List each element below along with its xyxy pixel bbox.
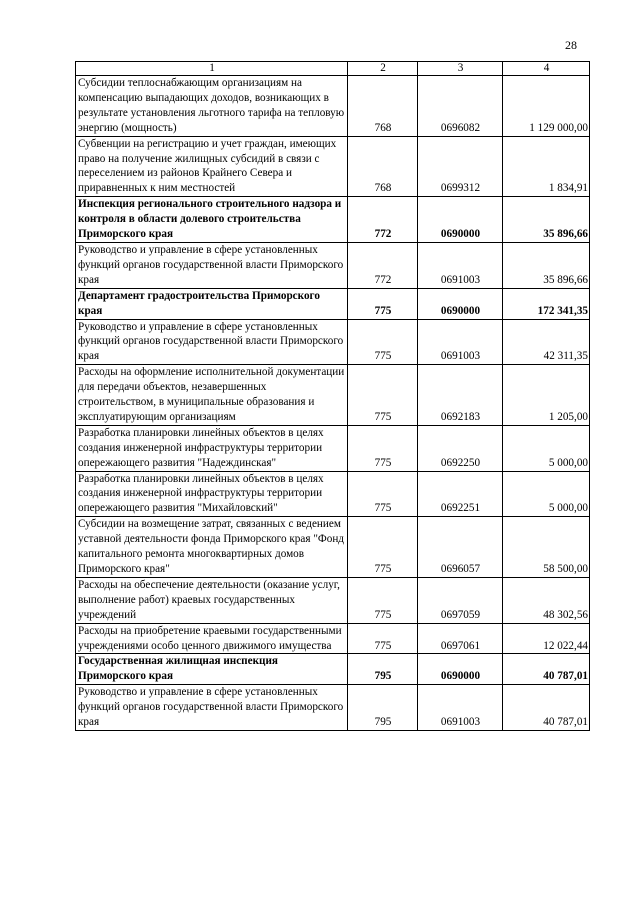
table-row (76, 685, 590, 731)
table-row (76, 654, 590, 685)
row-name-cell: Департамент градостроительства Приморского края (76, 288, 348, 319)
table-row (76, 76, 590, 137)
row-ministry-code-cell: 795 (348, 685, 418, 731)
table-row (76, 623, 590, 654)
table-row (76, 136, 590, 197)
table-row (76, 471, 590, 517)
row-target-code-cell: 0697061 (418, 623, 503, 654)
row-target-code-cell: 0697059 (418, 577, 503, 623)
table-row (76, 197, 590, 243)
row-ministry-code-cell: 775 (348, 288, 418, 319)
row-name-cell: Расходы на обеспечение деятельности (оказание услуг, выполнение работ) краевых государственных учреждений (76, 577, 348, 623)
row-ministry-code-cell: 768 (348, 76, 418, 137)
table-row (76, 242, 590, 288)
table-row (76, 365, 590, 426)
row-ministry-code-cell: 775 (348, 517, 418, 578)
row-name-cell: Субсидии теплоснабжающим организациям на компенсацию выпадающих доходов, возникающих в результате установления льготного тарифа на тепловую энергию (мощность) (76, 76, 348, 137)
row-name-cell: Разработка планировки линейных объектов в целях создания инженерной инфраструктуры территории опережающего развития "Надеждинская" (76, 425, 348, 471)
row-amount-cell: 35 896,66 (503, 242, 590, 288)
row-ministry-code-cell: 775 (348, 623, 418, 654)
row-target-code-cell: 0696057 (418, 517, 503, 578)
row-amount-cell: 35 896,66 (503, 197, 590, 243)
row-name-cell: Расходы на приобретение краевыми государственными учреждениями особо ценного движимого имущества (76, 623, 348, 654)
row-amount-cell: 12 022,44 (503, 623, 590, 654)
row-name-cell: Разработка планировки линейных объектов в целях создания инженерной инфраструктуры территории опережающего развития "Михайловский" (76, 471, 348, 517)
row-amount-cell: 1 205,00 (503, 365, 590, 426)
row-ministry-code-cell: 775 (348, 577, 418, 623)
row-target-code-cell: 0691003 (418, 242, 503, 288)
header-cell: 2 (348, 62, 418, 76)
table-row (76, 517, 590, 578)
row-amount-cell: 172 341,35 (503, 288, 590, 319)
table-row (76, 319, 590, 365)
row-amount-cell: 40 787,01 (503, 654, 590, 685)
table-row (76, 288, 590, 319)
row-name-cell: Государственная жилищная инспекция Приморского края (76, 654, 348, 685)
row-ministry-code-cell: 772 (348, 242, 418, 288)
row-name-cell: Инспекция регионального строительного надзора и контроля в области долевого строительства Приморского края (76, 197, 348, 243)
row-name-cell: Руководство и управление в сфере установленных функций органов государственной власти Приморского края (76, 685, 348, 731)
row-ministry-code-cell: 795 (348, 654, 418, 685)
row-ministry-code-cell: 775 (348, 319, 418, 365)
row-ministry-code-cell: 775 (348, 425, 418, 471)
row-amount-cell: 48 302,56 (503, 577, 590, 623)
row-name-cell: Руководство и управление в сфере установленных функций органов государственной власти Приморского края (76, 319, 348, 365)
header-cell: 1 (76, 62, 348, 76)
row-name-cell: Руководство и управление в сфере установленных функций органов государственной власти Приморского края (76, 242, 348, 288)
row-amount-cell: 40 787,01 (503, 685, 590, 731)
budget-table (75, 61, 590, 731)
row-ministry-code-cell: 775 (348, 365, 418, 426)
row-target-code-cell: 0690000 (418, 654, 503, 685)
row-target-code-cell: 0692250 (418, 425, 503, 471)
row-amount-cell: 58 500,00 (503, 517, 590, 578)
header-cell: 3 (418, 62, 503, 76)
header-row (76, 62, 590, 76)
row-target-code-cell: 0691003 (418, 319, 503, 365)
table-body (76, 76, 590, 731)
row-target-code-cell: 0692251 (418, 471, 503, 517)
row-ministry-code-cell: 768 (348, 136, 418, 197)
row-name-cell: Расходы на оформление исполнительной документации для передачи объектов, незавершенных строительством, в муниципальные образования и эксплуатирующим организациям (76, 365, 348, 426)
row-amount-cell: 5 000,00 (503, 425, 590, 471)
row-ministry-code-cell: 772 (348, 197, 418, 243)
row-name-cell: Субсидии на возмещение затрат, связанных с ведением уставной деятельности фонда Приморского края "Фонд капитального ремонта многоквартирных домов Приморского края" (76, 517, 348, 578)
row-amount-cell: 1 129 000,00 (503, 76, 590, 137)
table-row (76, 425, 590, 471)
row-target-code-cell: 0696082 (418, 76, 503, 137)
header-cell: 4 (503, 62, 590, 76)
row-name-cell: Субвенции на регистрацию и учет граждан, имеющих право на получение жилищных субсидий в связи с переселением из районов Крайнего Севера и приравненных к ним местностей (76, 136, 348, 197)
row-amount-cell: 5 000,00 (503, 471, 590, 517)
row-target-code-cell: 0699312 (418, 136, 503, 197)
row-target-code-cell: 0692183 (418, 365, 503, 426)
row-target-code-cell: 0690000 (418, 288, 503, 319)
page-number: 28 (565, 38, 577, 52)
row-amount-cell: 1 834,91 (503, 136, 590, 197)
row-amount-cell: 42 311,35 (503, 319, 590, 365)
row-target-code-cell: 0691003 (418, 685, 503, 731)
table-row (76, 577, 590, 623)
row-target-code-cell: 0690000 (418, 197, 503, 243)
row-ministry-code-cell: 775 (348, 471, 418, 517)
